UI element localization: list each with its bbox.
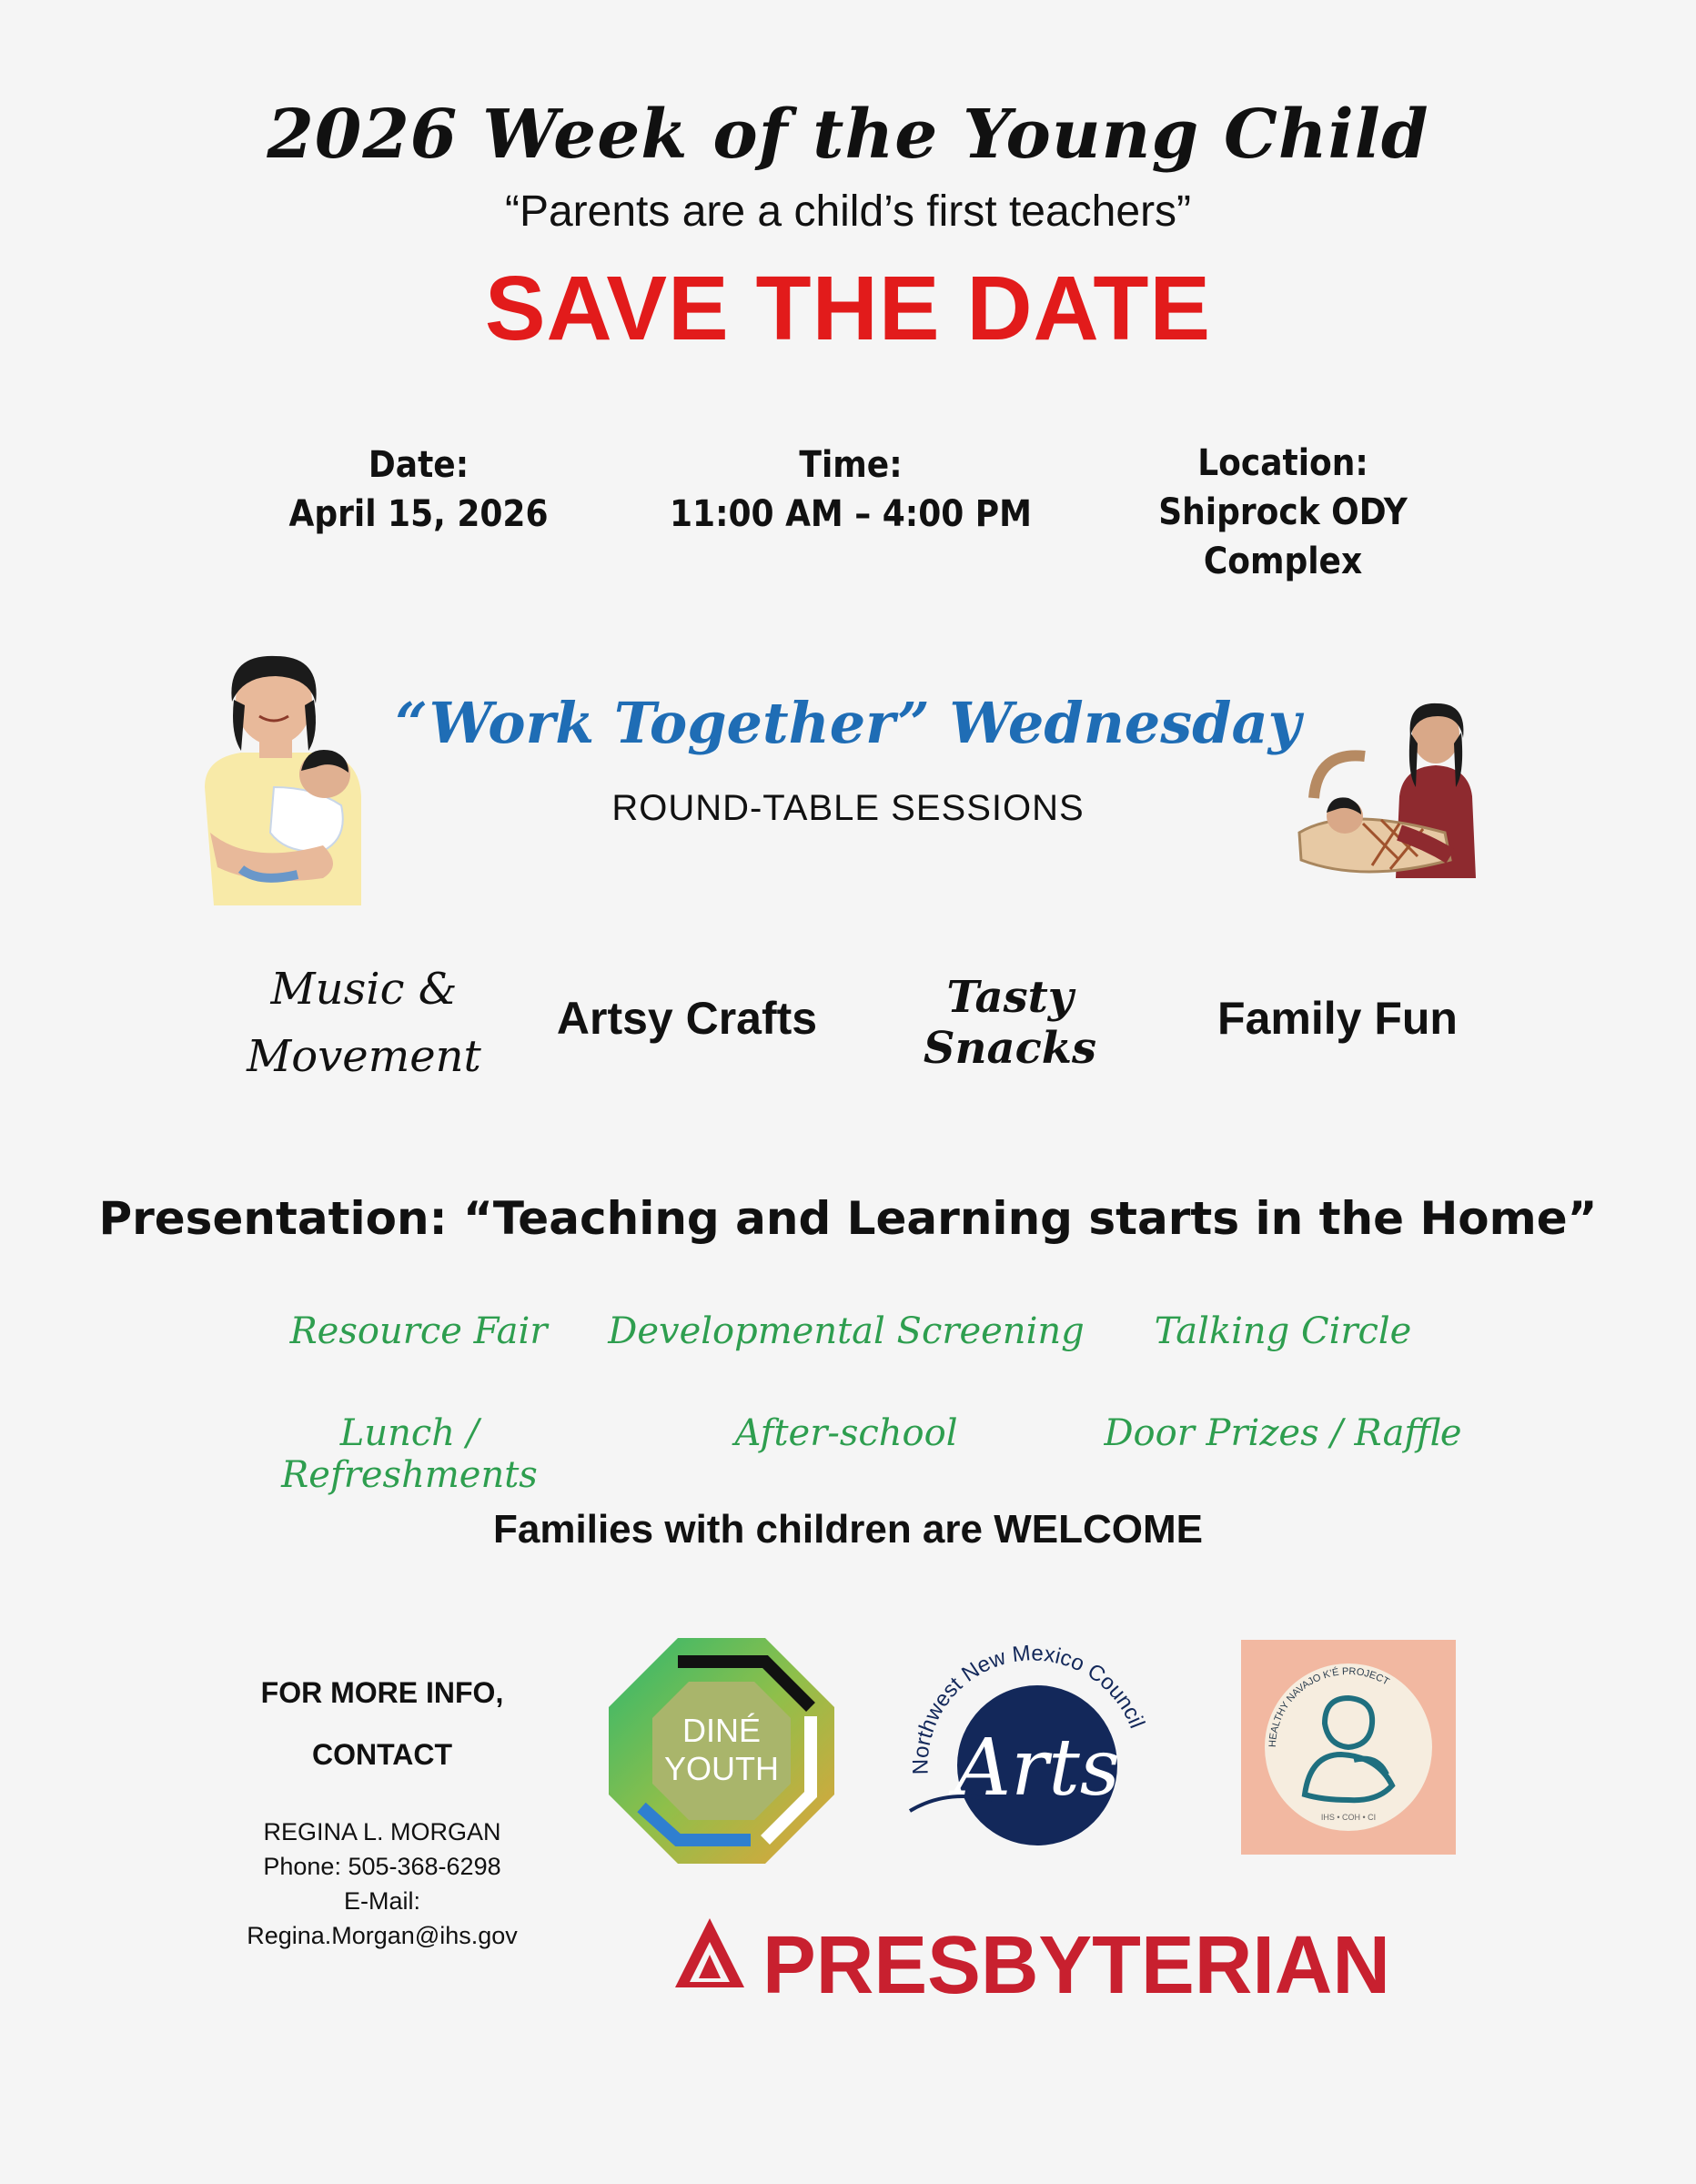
arts-script-text: Arts <box>954 1723 1120 1814</box>
contact-name: REGINA L. MORGAN <box>263 1818 501 1845</box>
time-info <box>664 440 1037 539</box>
contact-heading-line1: FOR MORE INFO, <box>260 1676 504 1709</box>
activity-music-line1: Music & <box>270 964 458 1015</box>
date-value: April 15, 2026 <box>288 493 549 535</box>
time-label: Time: <box>799 444 903 486</box>
contact-email-label: E-Mail: <box>343 1887 420 1915</box>
activity-tasty-snacks: Tasty Snacks <box>923 972 1097 1074</box>
healthy-navajo-logo <box>1241 1640 1456 1855</box>
contact-heading-line2: CONTACT <box>311 1738 453 1771</box>
navajo-bottom-text: IHS • COH • CI <box>1320 1813 1377 1822</box>
presbyterian-text: PRESBYTERIAN <box>762 1920 1390 2006</box>
nwnm-arts-council-logo <box>892 1629 1174 1856</box>
feature-talking-circle: Talking Circle <box>1154 1310 1412 1352</box>
location-label: Location: <box>1197 442 1368 484</box>
arts-ring-text: Northwest New Mexico Council <box>908 1641 1150 1775</box>
save-the-date-banner: SAVE THE DATE <box>484 258 1212 359</box>
activity-music-movement <box>227 956 500 1090</box>
feature-after-school: After-school <box>734 1412 958 1454</box>
activity-music-line2: Movement <box>247 1031 481 1082</box>
activity-artsy-crafts: Artsy Crafts <box>556 993 818 1044</box>
presbyterian-logo <box>675 1915 1403 2006</box>
feature-resource-fair: Resource Fair <box>289 1310 548 1352</box>
dine-logo-text1: DINÉ <box>681 1712 762 1749</box>
page-title: 2026 Week of the Young Child <box>267 96 1429 174</box>
feature-developmental-screening: Developmental Screening <box>608 1310 1085 1352</box>
date-info <box>273 440 564 539</box>
session-title: “Work Together” Wednesday <box>395 690 1301 756</box>
session-subtitle: ROUND-TABLE SESSIONS <box>611 788 1085 828</box>
activity-family-fun: Family Fun <box>1217 993 1458 1044</box>
time-value: 11:00 AM – 4:00 PM <box>670 493 1032 535</box>
location-value: Shiprock ODY Complex <box>1158 491 1408 582</box>
dine-youth-logo <box>605 1634 838 1867</box>
contact-phone: Phone: 505-368-6298 <box>263 1853 501 1880</box>
dine-logo-text2: YOUTH <box>664 1750 779 1787</box>
presentation-title: Presentation: “Teaching and Learning starts in the Home” <box>98 1192 1598 1245</box>
contact-email[interactable]: Regina.Morgan@ihs.gov <box>247 1922 518 1949</box>
navajo-ring-text: HEALTHY NAVAJO K’É PROJECT <box>1267 1665 1391 1748</box>
feature-lunch-refreshments: Lunch / Refreshments <box>281 1412 538 1496</box>
date-label: Date: <box>368 444 469 486</box>
welcome-message: Families with children are WELCOME <box>493 1507 1203 1552</box>
location-info <box>1083 439 1483 586</box>
contact-heading <box>227 1662 537 1785</box>
feature-door-prizes-raffle: Door Prizes / Raffle <box>1104 1412 1462 1454</box>
subtitle-quote: “Parents are a child’s first teachers” <box>504 187 1192 236</box>
contact-details <box>209 1815 555 1953</box>
